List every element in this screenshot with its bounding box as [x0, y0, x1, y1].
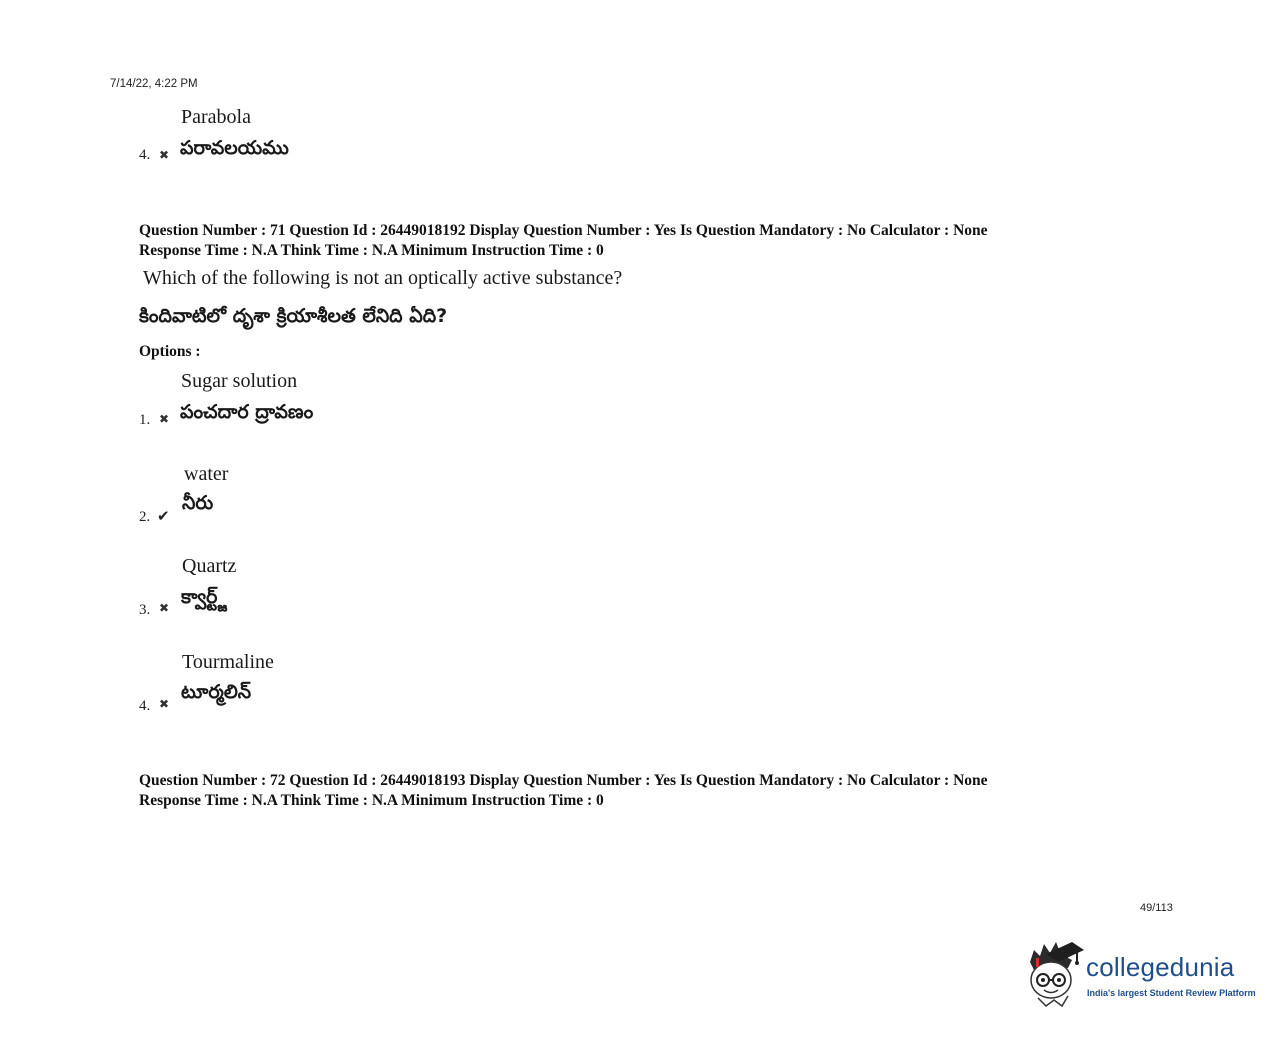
option-2-text-en: water	[184, 463, 229, 485]
options-label: Options :	[139, 343, 201, 360]
prev-option-4-number: 4.	[139, 147, 151, 163]
question-71-text-te: కిందివాటిలో దృశా క్రియాశీలత లేనిది ఏది?	[139, 305, 448, 327]
page-number: 49/113	[1140, 902, 1173, 914]
option-1-text-en: Sugar solution	[181, 370, 298, 392]
option-4-number: 4.	[139, 698, 151, 714]
check-mark-icon: ✔	[157, 507, 170, 525]
option-4-text-en: Tourmaline	[182, 651, 274, 673]
cross-mark-icon: ✖	[159, 148, 170, 162]
question-71-meta-line-2: Response Time : N.A Think Time : N.A Minimum Instruction Time : 0	[139, 241, 604, 259]
brand-name: collegedunia	[1086, 952, 1235, 982]
option-3-text-en: Quartz	[182, 555, 237, 577]
option-2-text-te: నీరు	[182, 492, 214, 514]
question-71-text-en: Which of the following is not an optically active substance?	[143, 267, 623, 289]
brand-tagline: India's largest Student Review Platform	[1087, 988, 1256, 998]
cross-mark-icon: ✖	[159, 601, 170, 615]
prev-option-4-text-te: పరావలయము	[180, 137, 289, 159]
option-2-number: 2.	[139, 509, 151, 525]
print-timestamp: 7/14/22, 4:22 PM	[110, 78, 198, 90]
option-4-text-te: టూర్మలిన్	[181, 681, 252, 703]
option-1-text-te: పంచదార ద్రావణం	[180, 401, 314, 423]
question-72-meta	[139, 771, 988, 810]
option-3-number: 3.	[139, 602, 151, 618]
option-3-text-te: క్వార్ట్జ్	[181, 586, 227, 608]
collegedunia-mascot-logo	[1024, 940, 1086, 1010]
question-72-meta-line-2: Response Time : N.A Think Time : N.A Minimum Instruction Time : 0	[139, 791, 604, 809]
question-72-meta-line-1: Question Number : 72 Question Id : 26449018193 Display Question Number : Yes Is Question Mandatory : No Calculator : None	[139, 772, 988, 789]
option-1-number: 1.	[139, 412, 151, 428]
question-71-meta-line-1: Question Number : 71 Question Id : 26449018192 Display Question Number : Yes Is Question Mandatory : No Calculator : None	[139, 222, 988, 239]
prev-option-4-text-en: Parabola	[181, 106, 251, 128]
cross-mark-icon: ✖	[159, 697, 170, 711]
cross-mark-icon: ✖	[159, 412, 170, 426]
question-71-meta	[139, 221, 988, 260]
